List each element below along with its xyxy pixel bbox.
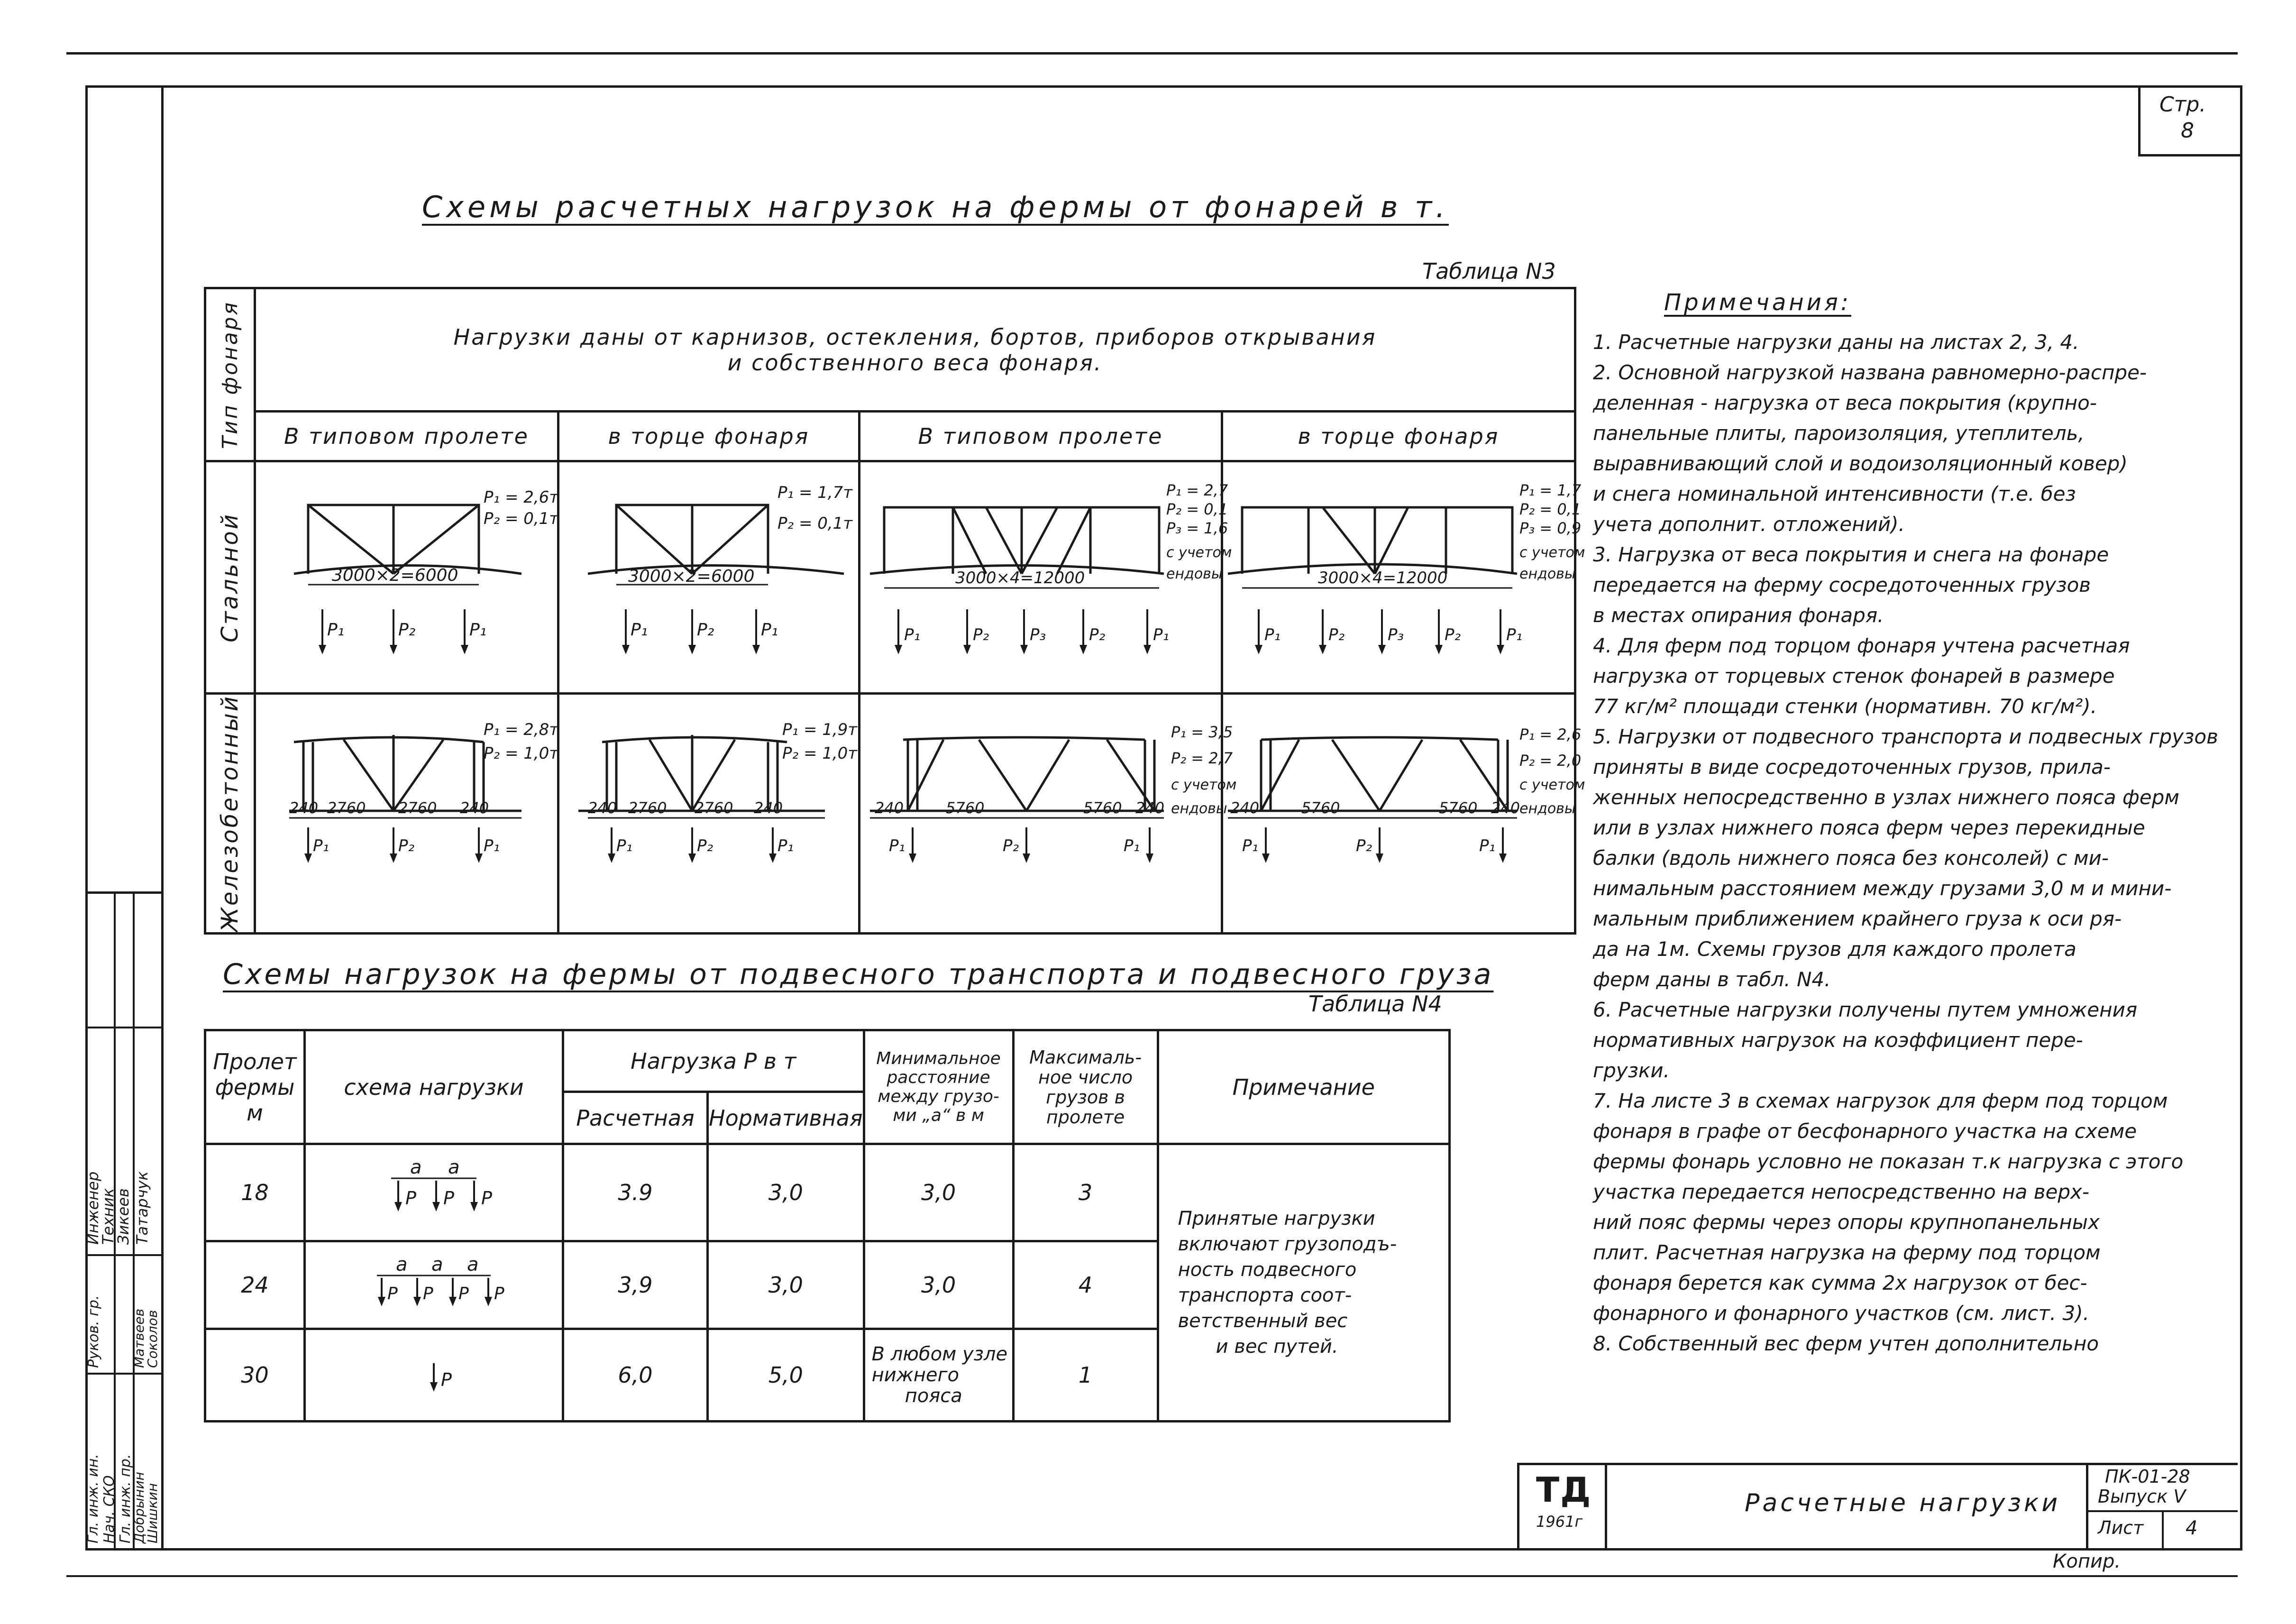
table4-remark-l5: ветственный вес [1178, 1310, 1348, 1332]
table3-top-header-line2: и собственного веса фонаря. [727, 349, 1103, 376]
steel-force-2b: P₂ [697, 620, 714, 640]
concrete-dim-2c: 2760 [695, 799, 733, 817]
stamp-roles-top [85, 1382, 133, 1543]
page-number-value: 8 [2181, 119, 2194, 143]
concrete-force-2a: P₁ [616, 836, 633, 856]
table4-header-max-num-l2: ное число [1038, 1066, 1133, 1088]
concrete-dim-3d: 240 [1135, 799, 1165, 817]
table3-steel-end-1 [558, 461, 860, 694]
concrete-dim-1b: 2760 [327, 799, 366, 817]
steel-force-1b: P₂ [398, 620, 416, 640]
title-block-issue: Выпуск V [2098, 1486, 2186, 1507]
table3-type-header-cell [205, 288, 255, 461]
title-block-series: ПК-01-28 [2105, 1466, 2190, 1487]
steel-force-4e: P₁ [1506, 625, 1523, 644]
note-line: в местах опирания фонаря. [1593, 604, 1884, 627]
note-line: женных непосредственно в узлах нижнего пояса ферм [1593, 786, 2179, 809]
table4-norm-18: 3,0 [708, 1144, 864, 1241]
steel-load-p2-4: P₂ = 0,1 [1519, 500, 1582, 518]
svg-text:a: a [396, 1254, 408, 1275]
concrete-force-1a: P₁ [313, 836, 329, 856]
top-trim-line [66, 52, 2238, 55]
title-block-logo: ТД [1536, 1470, 1592, 1510]
note-line: 77 кг/м² площади стенки (нормативн. 70 кг/м²). [1593, 695, 2097, 718]
table3-concrete-typical-2 [860, 694, 1237, 934]
table3-col-header-2: в торце фонаря [558, 412, 860, 461]
note-line: панельные плиты, пароизоляция, утеплитель, [1593, 422, 2085, 445]
concrete-dim-2d: 240 [754, 799, 783, 817]
concrete-force-3a: P₁ [889, 836, 906, 856]
note-line: балки (вдоль нижнего пояса без консолей) с ми- [1593, 846, 2109, 870]
svg-text:a: a [467, 1254, 479, 1275]
steel-load-p3-4: P₃ = 0,9 [1519, 519, 1582, 537]
table3-top-header [255, 288, 1575, 412]
svg-text:a: a [448, 1156, 460, 1178]
note-line: фонаря берется как сумма 2х нагрузок от бес- [1593, 1271, 2087, 1294]
concrete-dim-3a: 240 [875, 799, 904, 817]
note-line: 5. Нагрузки от подвесного транспорта и подвесных грузов [1593, 725, 2218, 748]
steel-force-3c: P₃ [1030, 625, 1046, 644]
note-line: 7. На листе 3 в схемах нагрузок для ферм под торцом [1593, 1089, 2168, 1112]
load-scheme-3-loads [306, 1145, 562, 1240]
title-block-sheet-label: Лист [2098, 1517, 2144, 1538]
svg-text:P: P [387, 1284, 398, 1303]
note-line: нимальным расстоянием между грузами 3,0 м и мини- [1593, 877, 2172, 900]
concrete-load-p2-3: P₂ = 2,7 [1171, 749, 1233, 768]
concrete-truss-diagram-2 [559, 699, 858, 927]
note-line: ферм даны в табл. N4. [1593, 968, 1831, 991]
table3-title: Схемы расчетных нагрузок на фермы от фонарей в т. [422, 190, 1449, 224]
note-line: или в узлах нижнего пояса ферм через перекидные [1593, 816, 2145, 839]
steel-force-3b: P₂ [973, 625, 989, 644]
steel-force-4a: P₁ [1264, 625, 1281, 644]
concrete-truss-diagram-4 [1223, 699, 1585, 927]
steel-note-a-3: с учетом [1166, 544, 1232, 561]
concrete-dim-1c: 2760 [398, 799, 437, 817]
table3-top-header-line1: Нагрузки даны от карнизов, остекления, бортов, приборов открывания [453, 324, 1377, 350]
note-line: передается на ферму сосредоточенных грузов [1593, 573, 2091, 596]
table4-span-24: 24 [205, 1241, 305, 1329]
concrete-dim-2a: 240 [588, 799, 617, 817]
stamp-names-top [133, 1382, 161, 1543]
stamp-name: Татарчук [133, 1171, 151, 1245]
note-line: ний пояс фермы через опоры крупнопанельных [1593, 1211, 2100, 1234]
svg-text:P: P [441, 1369, 452, 1390]
table3-type-steel-cell [205, 461, 255, 694]
concrete-dim-4b: 5760 [1301, 799, 1340, 817]
table4-span-18: 18 [205, 1144, 305, 1241]
concrete-load-p1-4: P₁ = 2,6 [1519, 725, 1582, 744]
note-line: 8. Собственный вес ферм учтен дополнительно [1593, 1332, 2099, 1355]
note-line: 4. Для ферм под торцом фонаря учтена расчетная [1593, 634, 2130, 657]
table3-type-steel: Стальной [217, 512, 243, 642]
stamp-role: Техник [99, 1188, 117, 1245]
stamp-role: Гл. инж. ин. [85, 1454, 101, 1543]
concrete-force-3c: P₁ [1124, 836, 1140, 856]
note-line: и снега номинальной интенсивности (т.е. без [1593, 482, 2076, 505]
table4-header-norm: Нормативная [708, 1092, 864, 1144]
note-line: фонарного и фонарного участков (см. лист. 3). [1593, 1302, 2089, 1325]
concrete-dim-4a: 240 [1230, 799, 1260, 817]
table4-scheme-24 [305, 1241, 563, 1329]
note-line: выравнивающий слой и водоизоляционный ковер) [1593, 452, 2128, 475]
concrete-load-p1-1: P₁ = 2,8т [484, 720, 559, 740]
table4-remark-cell [1158, 1144, 1449, 1422]
stamp-roles-bottom [84, 1036, 117, 1245]
note-line: 2. Основной нагрузкой названа равномерно-распре- [1593, 361, 2147, 384]
table3 [204, 287, 1585, 935]
stamp-role: Нач. СКО [101, 1475, 118, 1543]
stamp-names-bottom [114, 1036, 161, 1245]
table4-remark-l2: включают грузоподъ- [1178, 1233, 1397, 1255]
svg-text:P: P [494, 1284, 504, 1303]
note-line: учета дополнит. отложений). [1593, 513, 1905, 536]
concrete-force-1b: P₂ [398, 836, 415, 856]
steel-load-p2-1: P₂ = 0,1т [484, 509, 559, 528]
concrete-note-b-3: ендовы [1171, 800, 1227, 817]
table4-header-max-num-l1: Максималь- [1029, 1046, 1142, 1068]
steel-span-label-1: 3000×2=6000 [332, 566, 458, 585]
table4-calc-30: 6,0 [563, 1329, 708, 1422]
table4 [204, 1029, 1451, 1422]
steel-load-p3-3: P₃ = 1,6 [1166, 519, 1228, 537]
steel-span-label-4: 3000×4=12000 [1318, 569, 1448, 587]
note-line: 6. Расчетные нагрузки получены путем умножения [1593, 998, 2138, 1021]
steel-force-3d: P₂ [1089, 625, 1106, 644]
steel-force-4b: P₂ [1328, 625, 1345, 644]
table3-concrete-typical-1 [255, 694, 558, 934]
notes-list [1593, 327, 2218, 1359]
stamp-role-chief: Руков. гр. [85, 1295, 102, 1368]
concrete-dim-4d: 240 [1491, 799, 1520, 817]
table4-remark [1159, 1206, 1448, 1359]
steel-force-2a: P₁ [631, 620, 648, 640]
table4-scheme-30 [305, 1329, 563, 1422]
stamp-name: Шишкин [145, 1483, 160, 1543]
table3-col-header-3: В типовом пролете [860, 412, 1222, 461]
steel-note-b-3: ендовы [1166, 566, 1223, 582]
table4-min-dist-24: 3,0 [864, 1241, 1013, 1329]
note-line: плит. Расчетная нагрузка на ферму под торцом [1593, 1241, 2101, 1264]
table4-header-load: Нагрузка P в т [563, 1030, 864, 1092]
concrete-force-1c: P₁ [484, 836, 500, 856]
table4-title: Схемы нагрузок на фермы от подвесного транспорта и подвесного груза [223, 958, 1494, 991]
stamp-name: Матвеев [131, 1308, 147, 1368]
table4-header-remark: Примечание [1158, 1030, 1449, 1144]
steel-load-p1-3: P₁ = 2,7 [1166, 481, 1228, 499]
concrete-load-p2-4: P₂ = 2,0 [1519, 752, 1582, 770]
note-line: нагрузка от торцевых стенок фонарей в размере [1593, 664, 2115, 688]
concrete-dim-1d: 240 [460, 799, 489, 817]
note-line: нормативных нагрузок на коэффициент пере- [1593, 1028, 2083, 1052]
table4-header-span [205, 1030, 305, 1144]
steel-force-1c: P₁ [469, 620, 487, 640]
stamp-name: Зикеев [114, 1188, 132, 1245]
svg-text:P: P [481, 1188, 492, 1209]
table4-header-span-l1: Пролет [213, 1048, 297, 1074]
steel-note-b-4: ендовы [1519, 566, 1576, 582]
stamp-name: Добрынин [131, 1472, 147, 1543]
concrete-dim-1a: 240 [289, 799, 319, 817]
table4-header-min-dist-l4: ми „a“ в м [893, 1105, 984, 1125]
steel-note-a-4: с учетом [1519, 544, 1585, 561]
table3-concrete-end-1 [558, 694, 860, 934]
concrete-dim-4c: 5760 [1439, 799, 1478, 817]
table3-steel-typical-1 [255, 461, 558, 694]
steel-truss-4-panel-diagram [860, 462, 1232, 692]
steel-load-p1-1: P₁ = 2,6т [484, 488, 559, 507]
table4-remark-l6: и вес путей. [1216, 1336, 1338, 1358]
concrete-load-p2-1: P₂ = 1,0т [484, 744, 559, 763]
load-scheme-4-loads [306, 1242, 562, 1328]
note-line: мальным приближением крайнего груза к оси ря- [1593, 907, 2122, 930]
table3-steel-typical-2 [860, 461, 1232, 694]
table4-remark-l4: транспорта соот- [1178, 1285, 1352, 1306]
page-number-label: Стр. [2159, 92, 2206, 117]
table4-header-min-dist-l1: Минимальное [876, 1048, 1001, 1068]
steel-force-4d: P₂ [1445, 625, 1461, 644]
concrete-dim-2b: 2760 [628, 799, 667, 817]
svg-text:P: P [458, 1284, 469, 1303]
table4-max-num-18: 3 [1013, 1144, 1158, 1241]
approval-stamp [85, 891, 161, 1548]
steel-force-2c: P₁ [761, 620, 778, 640]
table3-concrete-end-2 [1222, 694, 1585, 934]
steel-truss-end-2-panel-diagram [559, 462, 858, 692]
note-line: фермы фонарь условно не показан т.к нагрузка с этого [1593, 1150, 2184, 1173]
table4-header-max-num-l3: грузов в [1046, 1086, 1125, 1108]
page-number-box [2138, 85, 2242, 156]
concrete-force-2c: P₁ [778, 836, 794, 856]
steel-load-p1-2: P₁ = 1,7т [778, 483, 853, 502]
note-line: да на 1м. Схемы грузов для каждого пролета [1593, 937, 2076, 961]
concrete-force-4a: P₁ [1242, 836, 1259, 856]
table4-header-max-num [1013, 1030, 1158, 1144]
table4-max-num-30: 1 [1013, 1329, 1158, 1422]
title-block-year: 1961г [1536, 1513, 1583, 1531]
concrete-load-p1-3: P₁ = 3,5 [1171, 723, 1233, 742]
title-block-sheet-title: Расчетные нагрузки [1745, 1489, 2061, 1517]
table4-norm-30: 5,0 [708, 1329, 864, 1422]
stamp-names-mid [133, 1273, 161, 1368]
table4-min-dist-30 [864, 1329, 1013, 1422]
table3-type-header: Тип фонаря [218, 300, 242, 449]
concrete-dim-3c: 5760 [1083, 799, 1122, 817]
note-line: участка передается непосредственно на верх- [1593, 1180, 2090, 1203]
concrete-truss-diagram-1 [256, 699, 557, 927]
steel-truss-2-panel-diagram [256, 462, 557, 692]
note-line: приняты в виде сосредоточенных грузов, прила- [1593, 755, 2111, 779]
stamp-name: Соколов [145, 1310, 160, 1368]
concrete-dim-3b: 5760 [946, 799, 985, 817]
table4-row [205, 1144, 1450, 1241]
table4-header-min-dist-l3: между грузо- [878, 1086, 999, 1106]
table4-min-dist-30-l2: нижнего [871, 1364, 959, 1386]
table4-scheme-18 [305, 1144, 563, 1241]
table4-header-scheme: схема нагрузки [305, 1030, 563, 1144]
steel-load-p2-3: P₂ = 0,1 [1166, 500, 1228, 518]
svg-text:a: a [431, 1254, 443, 1275]
concrete-force-3b: P₂ [1003, 836, 1019, 856]
note-line: грузки. [1593, 1059, 1670, 1082]
svg-text:P: P [443, 1188, 454, 1209]
stamp-role: Гл. инж. пр. [117, 1454, 134, 1543]
concrete-note-a-3: с учетом [1171, 777, 1237, 794]
table4-header-calc: Расчетная [563, 1092, 708, 1144]
table4-calc-18: 3.9 [563, 1144, 708, 1241]
steel-force-3e: P₁ [1153, 625, 1170, 644]
table4-header-span-l2: фермы [215, 1074, 295, 1100]
note-line: деленная - нагрузка от веса покрытия (крупно- [1593, 391, 2097, 414]
svg-text:a: a [410, 1156, 422, 1178]
concrete-truss-diagram-3 [860, 699, 1237, 927]
table4-header-min-dist [864, 1030, 1013, 1144]
table3-steel-end-2 [1222, 461, 1585, 694]
table4-caption: Таблица N4 [1308, 991, 1442, 1017]
table3-type-concrete: Железобетонный [217, 695, 243, 932]
concrete-note-b-4: ендовы [1519, 800, 1576, 817]
steel-force-1a: P₁ [327, 620, 345, 640]
steel-span-label-2: 3000×2=6000 [628, 567, 755, 586]
steel-load-p2-2: P₂ = 0,1т [778, 514, 853, 533]
table4-min-dist-30-l3: пояса [905, 1385, 962, 1407]
concrete-note-a-4: с учетом [1519, 777, 1585, 794]
table4-remark-l3: ность подвесного [1178, 1259, 1357, 1281]
notes-title: Примечания: [1664, 289, 1851, 316]
table4-header-max-num-l4: пролете [1046, 1106, 1125, 1128]
steel-force-4c: P₃ [1388, 625, 1404, 644]
table3-caption: Таблица N3 [1422, 258, 1556, 284]
table4-min-dist-30-l1: В любом узле [871, 1343, 1008, 1365]
steel-span-label-3: 3000×4=12000 [955, 569, 1085, 587]
concrete-force-2b: P₂ [697, 836, 713, 856]
binding-margin-line [161, 85, 164, 1548]
table4-max-num-24: 4 [1013, 1241, 1158, 1329]
svg-text:P: P [423, 1284, 433, 1303]
steel-truss-end-4-panel-diagram [1223, 462, 1585, 692]
table3-col-header-1: В типовом пролете [255, 412, 558, 461]
stamp-role: Инженер [84, 1171, 102, 1245]
table3-col-header-4: в торце фонаря [1222, 412, 1575, 461]
note-line: 1. Расчетные нагрузки даны на листах 2, 3, 4. [1593, 330, 2079, 354]
load-scheme-1-load [306, 1330, 562, 1420]
steel-force-3a: P₁ [904, 625, 921, 644]
table4-calc-24: 3,9 [563, 1241, 708, 1329]
table4-remark-l1: Принятые нагрузки [1178, 1208, 1375, 1229]
concrete-load-p1-2: P₁ = 1,9т [782, 720, 858, 740]
svg-text:P: P [405, 1188, 416, 1209]
concrete-load-p2-2: P₂ = 1,0т [782, 744, 858, 763]
table4-norm-24: 3,0 [708, 1241, 864, 1329]
table4-header-span-l3: м [247, 1100, 263, 1126]
title-block-sheet-number: 4 [2186, 1517, 2198, 1539]
concrete-force-4b: P₂ [1356, 836, 1372, 856]
bottom-trim-line [66, 1575, 2238, 1577]
title-block [1517, 1463, 2238, 1548]
table4-min-dist-18: 3,0 [864, 1144, 1013, 1241]
steel-load-p1-4: P₁ = 1,7 [1519, 481, 1582, 499]
concrete-force-4c: P₁ [1479, 836, 1496, 856]
copy-mark: Копир. [2053, 1551, 2121, 1572]
table4-span-30: 30 [205, 1329, 305, 1422]
table4-header-min-dist-l2: расстояние [887, 1067, 990, 1087]
table3-type-concrete-cell [205, 694, 255, 934]
note-line: фонаря в графе от бесфонарного участка на схеме [1593, 1119, 2137, 1143]
note-line: 3. Нагрузка от веса покрытия и снега на фонаре [1593, 543, 2109, 566]
